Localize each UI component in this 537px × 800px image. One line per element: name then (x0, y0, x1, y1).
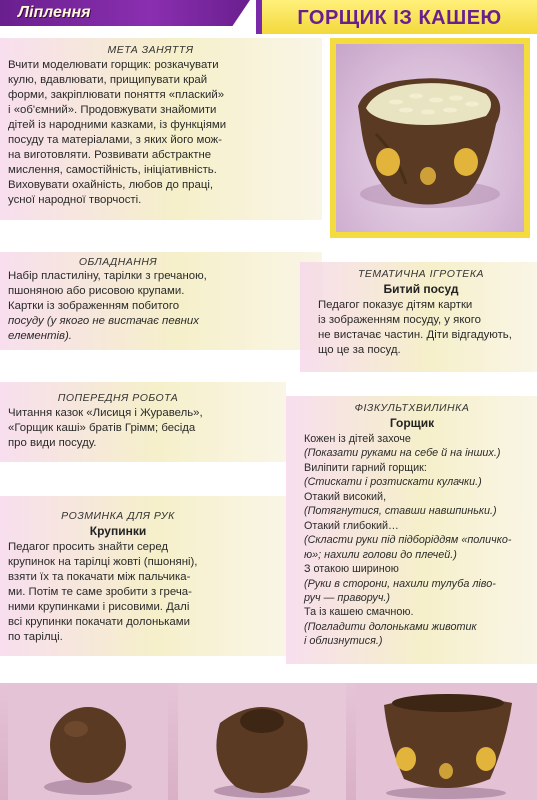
game-title: ТЕМАТИЧНА ІГРОТЕКА (357, 268, 485, 280)
goal-text: Вчити моделювати горщик: розкачувати кулю, вдавлювати, прищипувати край форми, закріплювати поняття «плаский» і «об'ємний». Продовжувати знайомити дітей із народними казками, із функціями посуду та матеріалами, з яких його мож- на виготовляти. Розвивати абстрактне мислення, самостійність, ініціативність. Виховувати охайність, любов до праці, усної народної творчості. (8, 59, 227, 207)
prep-title: ПОПЕРЕДНЯ РОБОТА (57, 392, 179, 404)
equipment-text: Набір пластиліну, тарілки з гречаною, пшоняною або рисовою крупами. Картки із зображенням побитого посуду (у якого не вистачає певних елементів). (8, 270, 207, 343)
exercise-text: Кожен із дітей захоче (Показати руками на себе й на інших.) Виліпити гарний горщик: (Стискати і розтискати кулачки.) Отакий високий, (Потягнутися, ставши навшпиньки.) Отакий глибокий… (Скласти руки під підборіддям «поличко- ю»; нахили голови до плечей.) З отакою шириною (Руки в сторони, нахили тулуба ліво- руч — праворуч.) Та із кашею смачною. (Погладити долоньками животик і облизнутися.) (304, 433, 512, 648)
exercise-subtitle: Горщик (389, 416, 435, 430)
pot-photo-frame (330, 38, 530, 238)
step-photo-pot (356, 683, 537, 800)
warmup-subtitle: Крупинки (89, 524, 147, 538)
game-subtitle: Битий посуд (383, 282, 459, 296)
prep-text: Читання казок «Лисиця і Журавель», «Горщик каші» братів Грімм; бесіда про види посуду. (8, 407, 203, 450)
step-photo-ball (8, 683, 168, 800)
page-title: ГОРЩИК ІЗ КАШЕЮ (297, 7, 502, 29)
pot-photo (336, 44, 524, 232)
warmup-title: РОЗМИНКА ДЛЯ РУК (61, 510, 175, 522)
warmup-text: Педагог просить знайти серед крупинок на тарілці жовті (пшоняні), взяти їх та покачати між пальчика- ми. Потім те саме зробити з греча- ними крупинками і рисовими. Далі всі крупинки покачати долоньками по тарілці. (8, 541, 198, 644)
exercise-title: ФІЗКУЛЬТХВИЛИНКА (354, 402, 470, 414)
section-title: Ліплення (18, 4, 91, 21)
equipment-title: ОБЛАДНАННЯ (78, 256, 158, 268)
goal-title: МЕТА ЗАНЯТТЯ (107, 44, 194, 56)
game-text: Педагог показує дітям картки із зображенням посуду, у якого не вистачає частин. Діти відгадують, що це за посуд. (318, 299, 512, 357)
step-photo-pressed (178, 683, 346, 800)
